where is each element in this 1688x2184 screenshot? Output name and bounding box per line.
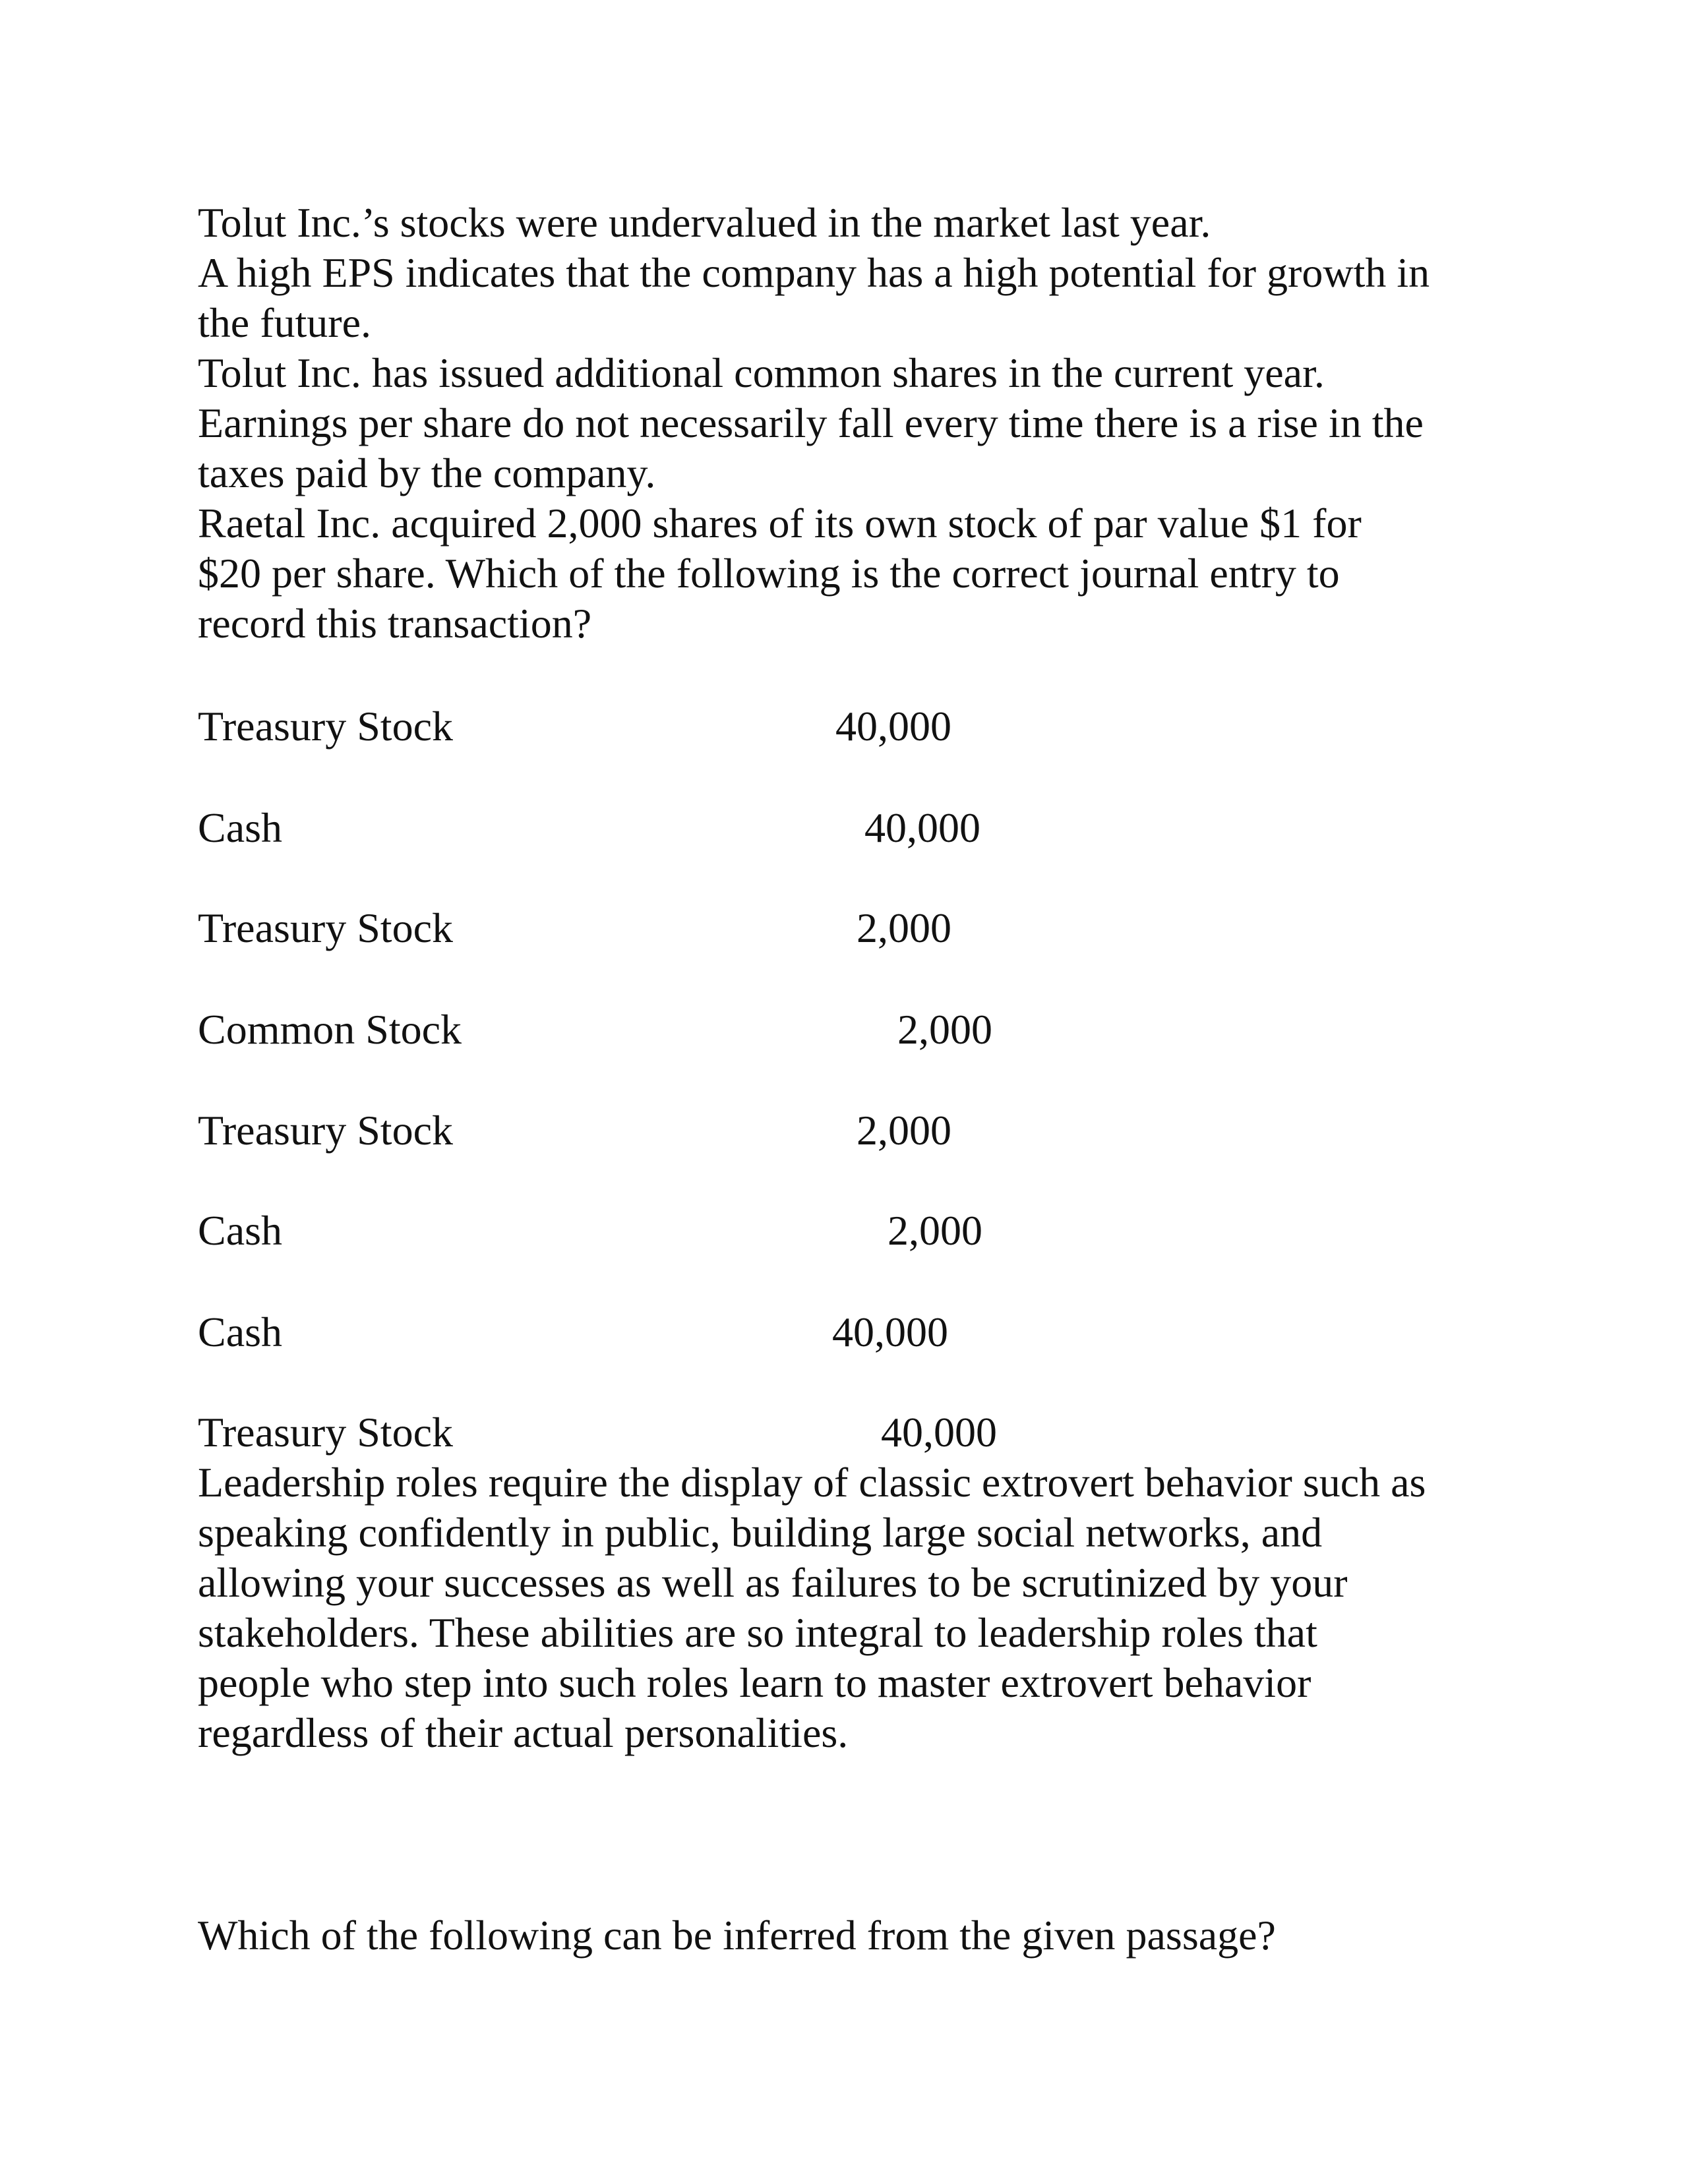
passage-line: Leadership roles require the display of classic extrovert behavior such as: [198, 1459, 1426, 1506]
journal-account: Treasury Stock: [198, 904, 453, 951]
passage-line: speaking confidently in public, building large social networks, and: [198, 1509, 1323, 1556]
text-line: Tolut Inc.’s stocks were undervalued in the market last year.: [198, 199, 1211, 246]
passage-line: stakeholders. These abilities are so integral to leadership roles that: [198, 1609, 1317, 1656]
journal-account: Cash: [198, 1207, 282, 1254]
passage-line: regardless of their actual personalities.: [198, 1709, 849, 1756]
journal-account: Common Stock: [198, 1006, 462, 1053]
journal-amount: 2,000: [897, 1006, 992, 1053]
journal-amount: 40,000: [881, 1409, 997, 1456]
journal-account: Treasury Stock: [198, 703, 453, 750]
text-line: A high EPS indicates that the company has a high potential for growth in: [198, 249, 1430, 296]
journal-amount: 40,000: [835, 703, 951, 750]
text-line: record this transaction?: [198, 600, 592, 647]
text-line: $20 per share. Which of the following is the correct journal entry to: [198, 550, 1340, 597]
text-line: Raetal Inc. acquired 2,000 shares of its own stock of par value $1 for: [198, 500, 1362, 546]
text-line: taxes paid by the company.: [198, 450, 656, 496]
text-line: the future.: [198, 299, 371, 346]
journal-amount: 40,000: [832, 1309, 948, 1355]
passage-line: allowing your successes as well as failures to be scrutinized by your: [198, 1559, 1348, 1606]
journal-account: Cash: [198, 1309, 282, 1355]
text-line: Earnings per share do not necessarily fall every time there is a rise in the: [198, 399, 1424, 446]
passage-line: people who step into such roles learn to master extrovert behavior: [198, 1659, 1311, 1706]
question-text: Which of the following can be inferred from the given passage?: [198, 1912, 1276, 1959]
journal-account: Treasury Stock: [198, 1107, 453, 1154]
journal-amount: 2,000: [857, 904, 951, 951]
journal-amount: 40,000: [864, 804, 980, 851]
text-line: Tolut Inc. has issued additional common shares in the current year.: [198, 349, 1325, 396]
journal-account: Treasury Stock: [198, 1409, 453, 1456]
journal-amount: 2,000: [888, 1207, 982, 1254]
journal-account: Cash: [198, 804, 282, 851]
journal-amount: 2,000: [857, 1107, 951, 1154]
